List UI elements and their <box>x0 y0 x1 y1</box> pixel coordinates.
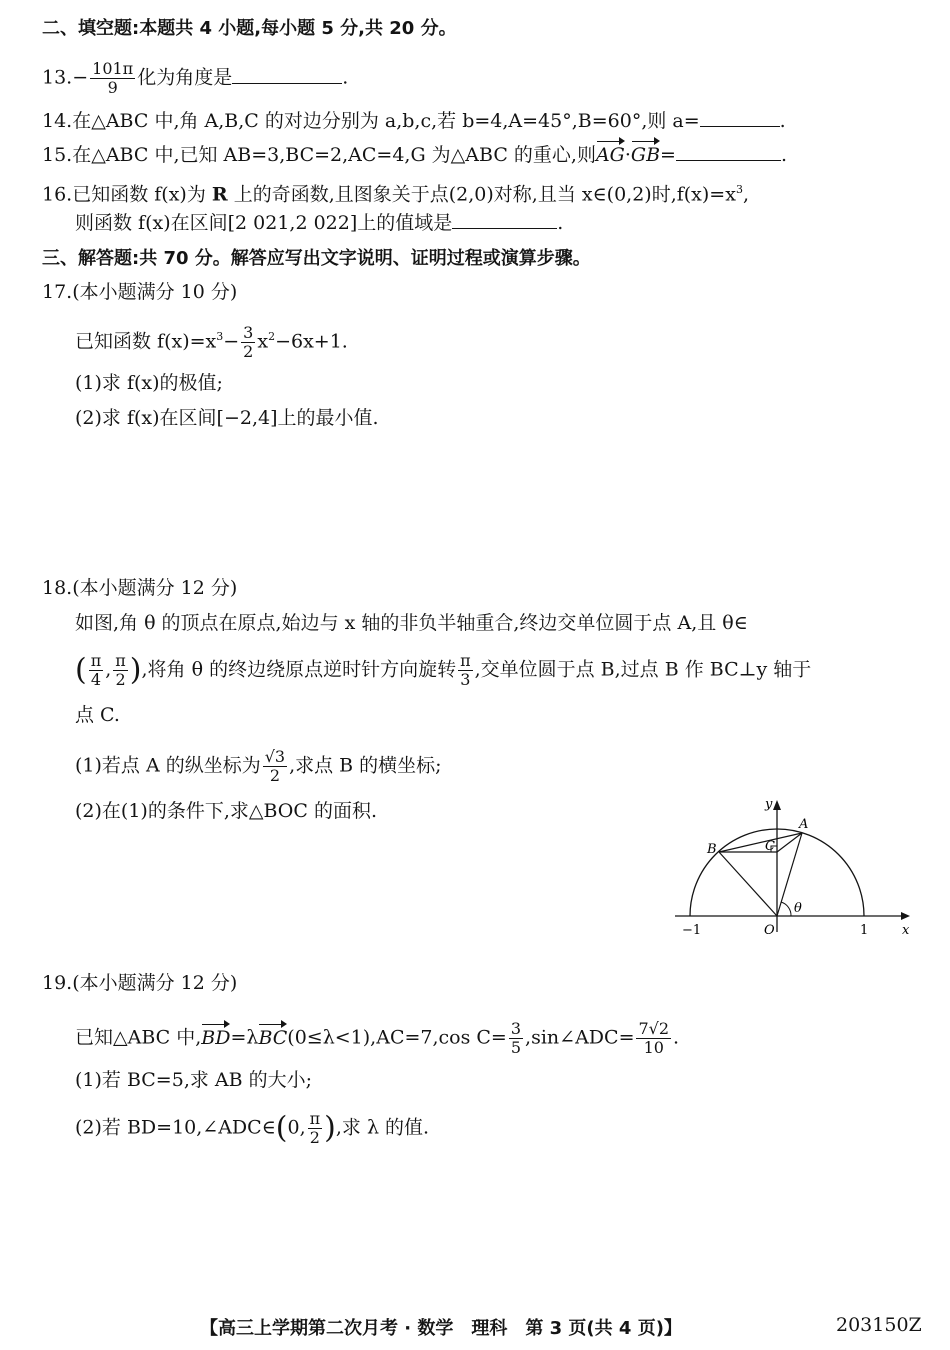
q15-vector-gb: GB <box>630 144 661 166</box>
q16-line2: 则函数 f(x)在区间[2 021,2 022]上的值域是 <box>75 212 453 234</box>
q16-line1-end: , <box>742 183 749 206</box>
theta-arc <box>781 902 791 916</box>
q19-eq: =λ <box>230 1026 259 1049</box>
q18-frac-pi-4 <box>89 652 104 689</box>
q19-vector-bc: BC <box>258 1026 288 1049</box>
q19-header: (本小题满分 12 分) <box>72 972 238 994</box>
label-one: 1 <box>860 923 869 938</box>
q19-given-end: . <box>673 1026 680 1049</box>
q18-line-2 <box>75 652 811 689</box>
q16-exponent: 3 <box>735 183 743 196</box>
q13-number: 13. <box>42 66 73 89</box>
q13-frac-num: 101π <box>92 59 134 78</box>
section-2-heading: 二、填空题:本题共 4 小题,每小题 5 分,共 20 分。 <box>42 18 457 39</box>
q18-f3-den: 3 <box>460 670 471 689</box>
q17-header: (本小题满分 10 分) <box>72 281 238 303</box>
q18-p1-den: 2 <box>269 766 280 785</box>
q18-f2-den: 2 <box>115 670 126 689</box>
q18-frac-sqrt3-2 <box>263 748 287 785</box>
q19-given-pre: 已知△ABC 中, <box>75 1026 202 1049</box>
q19-f1-num: 3 <box>510 1019 522 1038</box>
question-17-header <box>42 279 237 305</box>
q17-part-2: (2)求 f(x)在区间[−2,4]上的最小值. <box>75 407 379 429</box>
q17-sup1: 3 <box>216 330 224 344</box>
q15-vector-ag: AG <box>595 144 625 166</box>
q13-frac-den: 9 <box>107 78 118 97</box>
q18-part1-post: ,求点 B 的横坐标; <box>289 754 442 777</box>
q15-text-post: = <box>660 144 676 166</box>
question-16-line-1 <box>42 177 749 207</box>
y-axis-arrow <box>773 800 781 810</box>
section-3-heading: 三、解答题:共 70 分。解答应写出文字说明、证明过程或演算步骤。 <box>42 248 591 269</box>
q18-frac-pi-3 <box>458 652 473 689</box>
q18-p1-num: √3 <box>264 747 286 766</box>
label-a: A <box>799 817 809 832</box>
q19-pf-num: π <box>309 1109 321 1128</box>
q18-comma: , <box>105 658 112 681</box>
q18-line-1: 如图,角 θ 的顶点在原点,始边与 x 轴的非负半轴重合,终边交单位圆于点 A,且 θ∈ <box>75 612 748 634</box>
q13-answer-blank[interactable] <box>232 65 342 84</box>
q17-given-x2: x <box>257 330 269 353</box>
q15-number: 15. <box>42 144 73 166</box>
label-x: x <box>902 923 910 938</box>
q18-f1-den: 4 <box>90 670 102 689</box>
q13-fraction <box>90 60 135 97</box>
x-axis-arrow <box>901 912 910 920</box>
question-17-given <box>75 324 348 361</box>
q17-given-mid: − <box>223 330 240 353</box>
q13-text: 化为角度是 <box>137 66 233 89</box>
q18-part1-pre: (1)若点 A 的纵坐标为 <box>75 754 261 777</box>
q17-number: 17. <box>42 281 73 303</box>
q19-f1-den: 5 <box>510 1038 522 1057</box>
q19-part-2 <box>75 1110 429 1147</box>
q19-frac-pi-2 <box>308 1110 323 1147</box>
q19-zero: 0, <box>287 1116 306 1139</box>
q19-part2-post: ,求 λ 的值. <box>335 1116 430 1139</box>
q18-line-3: 点 C. <box>75 704 120 726</box>
q18-line2-post: ,交单位圆于点 B,过点 B 作 BC⊥y 轴于 <box>474 658 812 681</box>
segment-ob <box>719 852 777 916</box>
question-19-header <box>42 970 237 996</box>
label-neg-one: −1 <box>682 923 702 938</box>
q19-paren-open: ( <box>275 1110 288 1146</box>
q15-dot: · <box>624 144 631 166</box>
q15-answer-blank[interactable] <box>676 142 781 161</box>
q18-part-2: (2)在(1)的条件下,求△BOC 的面积. <box>75 800 377 822</box>
q18-paren-open: ( <box>75 652 87 688</box>
q18-paren-close: ) <box>129 652 142 688</box>
q18-f3-num: π <box>460 651 471 670</box>
q17-frac-den: 2 <box>243 342 254 361</box>
question-14 <box>42 108 786 134</box>
q19-vector-bd: BD <box>201 1026 231 1049</box>
q18-f2-num: π <box>115 651 126 670</box>
q17-sup2: 2 <box>268 330 276 344</box>
q13-minus: − <box>72 66 89 89</box>
q17-part-1: (1)求 f(x)的极值; <box>75 372 223 394</box>
q18-line2-mid: ,将角 θ 的终边绕原点逆时针方向旋转 <box>141 658 457 681</box>
question-19-given <box>75 1020 679 1057</box>
q19-given-mid2: ,sin∠ADC= <box>525 1026 635 1049</box>
q18-frac-pi-2 <box>113 652 128 689</box>
paper-code: 203150Z <box>836 1314 922 1336</box>
unit-circle-figure <box>670 792 915 944</box>
q19-frac-7sqrt2-10 <box>636 1020 671 1057</box>
q19-frac-3-5 <box>509 1020 523 1057</box>
q19-given-mid: (0≤λ<1),AC=7,cos C= <box>287 1026 507 1049</box>
question-13 <box>42 60 348 97</box>
q13-end: . <box>342 66 349 89</box>
q19-pf-den: 2 <box>309 1128 320 1147</box>
q15-end: . <box>780 144 788 166</box>
q16-line1-pre: 已知函数 f(x)为 <box>72 183 212 206</box>
q16-answer-blank[interactable] <box>452 210 557 229</box>
q17-fraction <box>241 324 255 361</box>
q16-line1-post: 上的奇函数,且图象关于点(2,0)对称,且当 x∈(0,2)时,f(x)=x <box>227 183 736 206</box>
page-footer: 【高三上学期第二次月考 · 数学 理科 第 3 页(共 4 页)】 <box>200 1318 682 1339</box>
q16-number: 16. <box>42 183 73 206</box>
q19-part2-pre: (2)若 BD=10,∠ADC∈ <box>75 1116 276 1139</box>
label-o: O <box>764 923 775 938</box>
q14-answer-blank[interactable] <box>700 108 780 127</box>
q18-header: (本小题满分 12 分) <box>72 577 238 599</box>
question-15 <box>42 142 787 168</box>
q19-f2-den: 10 <box>643 1038 664 1057</box>
question-16-line-2 <box>75 210 563 236</box>
label-y: y <box>765 797 773 812</box>
label-theta: θ <box>794 901 802 916</box>
q19-paren-close: ) <box>324 1110 336 1146</box>
q17-given-pre: 已知函数 f(x)=x <box>75 330 217 353</box>
question-18-header <box>42 575 237 601</box>
q16-reals-symbol: R <box>211 183 228 206</box>
q17-given-post: −6x+1. <box>275 330 348 353</box>
label-c: C <box>765 839 775 854</box>
q14-end: . <box>779 110 786 132</box>
q16-end: . <box>557 212 564 234</box>
q14-number: 14. <box>42 110 73 132</box>
q19-part-1: (1)若 BC=5,求 AB 的大小; <box>75 1069 313 1091</box>
q18-f1-num: π <box>90 651 102 670</box>
q15-text-pre: 在△ABC 中,已知 AB=3,BC=2,AC=4,G 为△ABC 的重心,则 <box>72 144 596 166</box>
q17-frac-num: 3 <box>243 323 254 342</box>
q19-f2-num: 7√2 <box>638 1019 670 1038</box>
q14-text: 在△ABC 中,角 A,B,C 的对边分别为 a,b,c,若 b=4,A=45°,B=60°,则 a= <box>72 110 700 132</box>
q19-number: 19. <box>42 972 73 994</box>
q18-part-1 <box>75 748 442 785</box>
label-b: B <box>707 842 717 857</box>
q18-number: 18. <box>42 577 73 599</box>
